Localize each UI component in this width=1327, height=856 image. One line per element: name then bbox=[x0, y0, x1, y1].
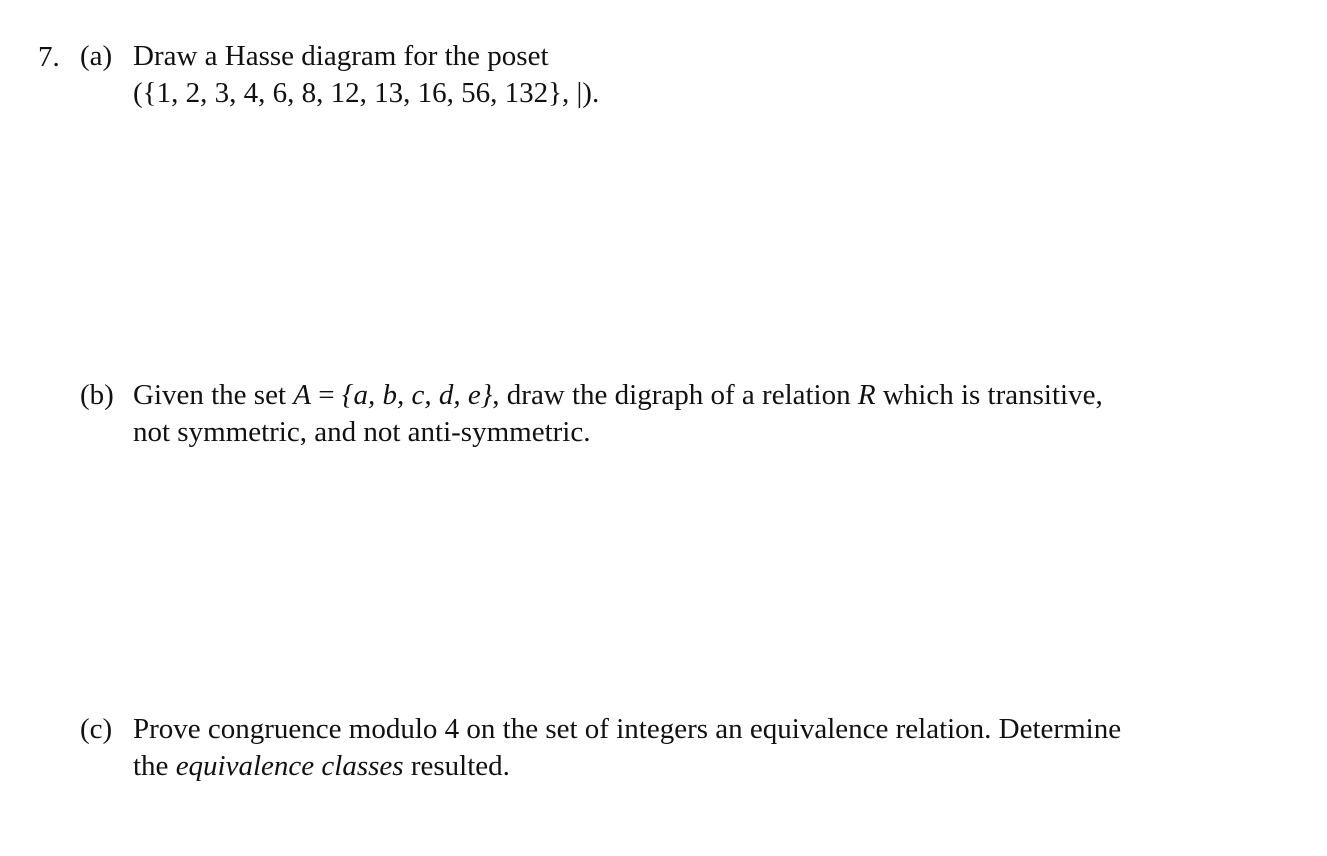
part-c-prefix: the bbox=[133, 750, 176, 782]
equivalence-classes-emphasis: equivalence classes bbox=[175, 750, 404, 782]
part-b-line-1 bbox=[133, 377, 1265, 414]
set-a-elements: {a, b, c, d, e} bbox=[341, 379, 493, 411]
problem-number: 7. bbox=[38, 41, 60, 73]
part-b-middle: , draw the digraph of a relation bbox=[492, 379, 858, 411]
part-a-label: (a) bbox=[80, 40, 113, 72]
relation-r-symbol: R bbox=[857, 379, 876, 411]
part-c-text bbox=[133, 711, 1265, 785]
part-a-poset-expression: ({1, 2, 3, 4, 6, 8, 12, 13, 16, 56, 132}, |). bbox=[133, 77, 600, 109]
part-c-line-2 bbox=[133, 748, 1265, 785]
part-c-suffix: resulted. bbox=[403, 750, 510, 782]
part-c-line-1: Prove congruence modulo 4 on the set of integers an equivalence relation. Determine bbox=[133, 713, 1122, 745]
part-c-label: (c) bbox=[80, 713, 113, 745]
part-a-line-1: Draw a Hasse diagram for the poset bbox=[133, 40, 549, 72]
part-b-prefix: Given the set bbox=[133, 379, 294, 411]
part-b-line-2: not symmetric, and not anti-symmetric. bbox=[133, 416, 591, 448]
part-b-label: (b) bbox=[80, 379, 114, 411]
part-b-suffix: which is transitive, bbox=[875, 379, 1103, 411]
set-a-symbol: A bbox=[293, 379, 311, 411]
part-b-text bbox=[133, 377, 1265, 451]
part-a-text bbox=[133, 38, 1265, 112]
equals-sign: = bbox=[310, 379, 342, 411]
